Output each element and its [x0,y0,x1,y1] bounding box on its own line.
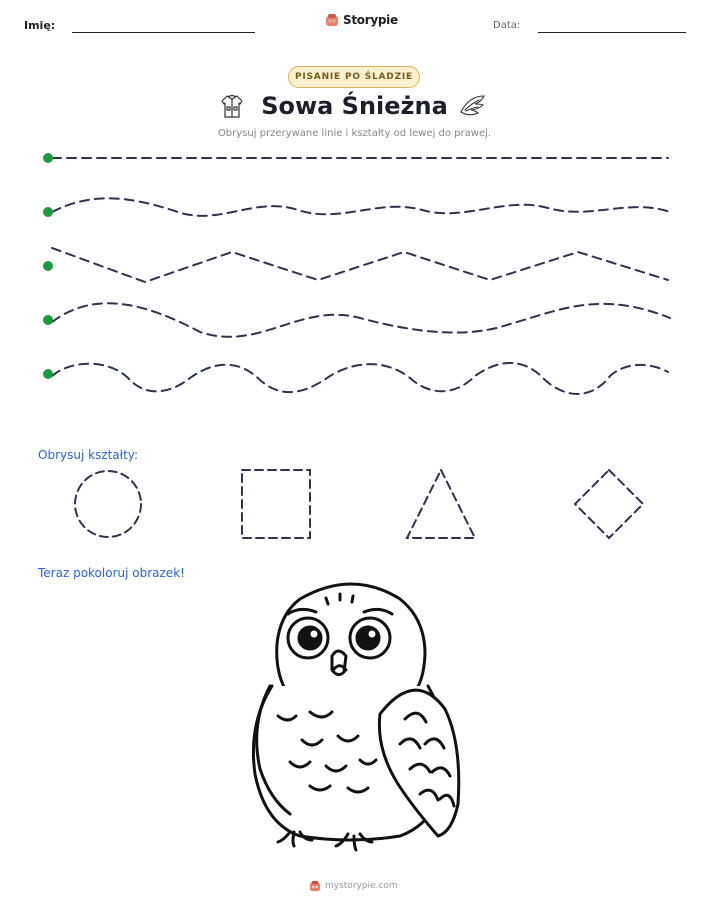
start-dot [43,207,53,217]
brand-name: Storypie [343,13,398,27]
trace-circle [75,471,141,537]
brand-logo [325,13,398,27]
trace-diamond [575,470,643,538]
coloring-label: Teraz pokoloruj obrazek! [38,566,185,580]
trace-triangle [407,470,475,538]
tracing-lines [0,140,709,400]
tracing-line-wave-2 [52,303,670,337]
instructions: Obrysuj przerywane linie i kształty od lewej do prawej. [217,128,492,139]
tracing-line-wave-3 [52,363,668,394]
owl-illustration [240,574,470,864]
name-label: Imię: [24,19,56,32]
tracing-shapes [0,462,709,546]
storypie-logo-icon [325,13,339,27]
start-dot [43,261,53,271]
storypie-logo-icon [309,880,321,892]
start-dot [43,315,53,325]
wing-icon [457,92,487,120]
start-dot [43,369,53,379]
footer-url[interactable]: mystorypie.com [325,881,398,891]
tracing-line-wave-1 [52,198,670,215]
tracing-line-zigzag [52,248,668,282]
category-badge: PISANIE PO ŚLADZIE [288,66,420,88]
trace-square [242,470,310,538]
page-title: Sowa Śnieżna [261,92,448,120]
date-label: Data: [493,20,521,31]
footer [309,880,398,892]
shapes-label: Obrysuj kształty: [38,448,139,462]
date-input-line[interactable] [538,32,686,33]
start-dot [43,153,53,163]
name-input-line[interactable] [72,32,255,33]
